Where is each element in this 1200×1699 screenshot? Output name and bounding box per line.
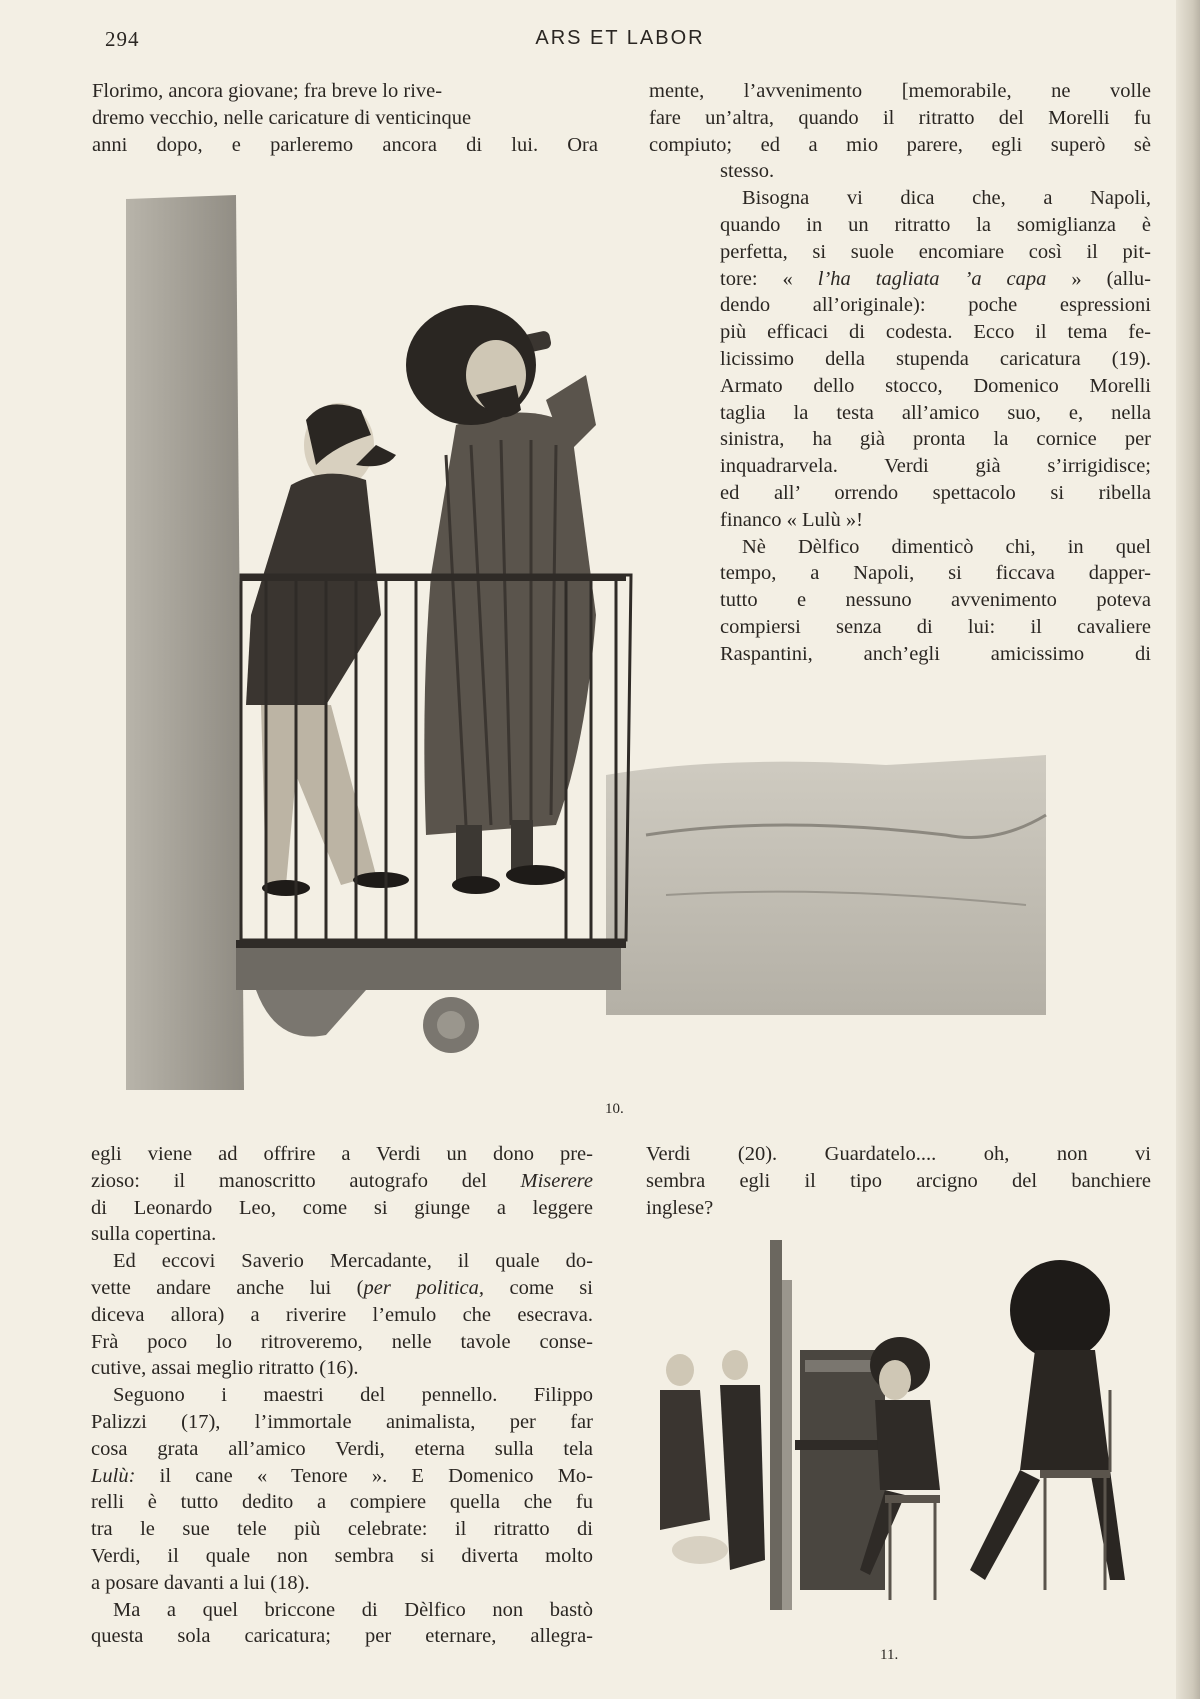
text-line: Bisogna vi dica che, a Napoli,	[742, 187, 1151, 210]
text-line: inquadrarvela. Verdi già s’irrigidisce;	[720, 455, 1151, 478]
caricature-piano-illustration	[640, 1240, 1160, 1610]
text-line: Florimo, ancora giovane; fra breve lo rive-	[92, 80, 443, 102]
text-line: perfetta, si suole encomiare così il pit-	[720, 240, 1151, 263]
text-line: sinistra, ha già pronta la cornice per	[720, 428, 1151, 451]
text-line: tra le sue tele più celebrate: il ritratto di	[91, 1518, 593, 1541]
text-line: Frà poco lo ritroveremo, nelle tavole conse-	[91, 1330, 593, 1353]
text-line-italic-quote: tore: « l’ha tagliata ’a capa » (allu-	[720, 267, 1151, 290]
text-line: tutto e nessuno avvenimento poteva	[720, 589, 1151, 612]
text-line: cutive, assai meglio ritratto (16).	[91, 1357, 359, 1380]
text-column-top-left	[92, 78, 598, 158]
text-line: Seguono i maestri del pennello. Filippo	[113, 1384, 593, 1407]
text-line: a posare davanti a lui (18).	[91, 1571, 310, 1594]
text-line: sulla copertina.	[91, 1223, 217, 1246]
text-line-with-italic: vette andare anche lui (per politica, come si	[91, 1276, 593, 1299]
text-line-with-italic: zioso: il manoscritto autografo del Miserere	[91, 1169, 593, 1192]
text-line: dremo vecchio, nelle caricature di venticinque	[92, 106, 472, 129]
text-line: taglia la testa all’amico suo, e, nella	[720, 401, 1151, 424]
text-line: Armato dello stocco, Domenico Morelli	[720, 374, 1151, 397]
text-line: Nè Dèlfico dimenticò chi, in quel	[742, 535, 1151, 558]
running-title: ARS ET LABOR	[535, 27, 705, 49]
text-line: di Leonardo Leo, come si giunge a leggere	[91, 1196, 593, 1219]
running-head	[0, 27, 1185, 57]
caricature-balcony-illustration	[126, 195, 1166, 1090]
text-line: tempo, a Napoli, si ficcava dapper-	[720, 562, 1151, 585]
text-line: questa sola caricatura; per eternare, allegra-	[91, 1625, 593, 1648]
text-line: fare un’altra, quando il ritratto del Morelli fu	[649, 106, 1151, 129]
text-line: stesso.	[720, 160, 775, 183]
text-line: egli viene ad offrire a Verdi un dono pre-	[91, 1143, 593, 1165]
text-line: più efficaci di codesta. Ecco il tema fe-	[720, 321, 1151, 344]
text-line: compiersi senza di lui: il cavaliere	[720, 615, 1151, 638]
text-line: financo « Lulù »!	[720, 508, 863, 531]
text-line: Verdi (20). Guardatelo.... oh, non vi	[646, 1143, 1151, 1165]
text-line: inglese?	[646, 1196, 714, 1219]
text-line: Verdi, il quale non sembra si diverta molto	[91, 1544, 593, 1567]
text-line: dendo all’originale): poche espressioni	[720, 294, 1151, 317]
text-line: sembra egli il tipo arcigno del banchiere	[646, 1169, 1151, 1192]
text-line: licissimo della stupenda caricatura (19).	[720, 347, 1151, 370]
text-column-bottom-right	[646, 1141, 1151, 1221]
text-line: cosa grata all’amico Verdi, eterna sulla tela	[91, 1437, 593, 1460]
text-line: anni dopo, e parleremo ancora di lui. Ora	[92, 133, 598, 156]
text-line-with-italic: Lulù: il cane « Tenore ». E Domenico Mo-	[91, 1464, 593, 1487]
text-line: Palizzi (17), l’immortale animalista, per far	[91, 1410, 593, 1433]
page-number: 294	[105, 27, 140, 51]
text-line: Raspantini, anch’egli amicissimo di	[720, 642, 1151, 665]
text-line: diceva allora) a riverire l’emulo che esecrava.	[91, 1303, 593, 1326]
text-line: Ed eccovi Saverio Mercadante, il quale do-	[113, 1250, 593, 1273]
text-line: mente, l’avvenimento [memorabile, ne volle	[649, 80, 1151, 102]
text-column-bottom-left	[91, 1141, 593, 1650]
text-line: quando in un ritratto la somiglianza è	[720, 213, 1151, 236]
text-line: Ma a quel briccone di Dèlfico non bastò	[113, 1598, 593, 1621]
figure-caption: 11.	[880, 1647, 899, 1663]
text-line: relli è tutto dedito a compiere quella che fu	[91, 1491, 593, 1514]
page-edge-shadow	[1176, 0, 1200, 1699]
text-line: compiuto; ed a mio parere, egli superò sè	[649, 133, 1151, 156]
figure-caption: 10.	[605, 1101, 624, 1117]
text-line: ed all’ orrendo spettacolo si ribella	[720, 481, 1151, 504]
